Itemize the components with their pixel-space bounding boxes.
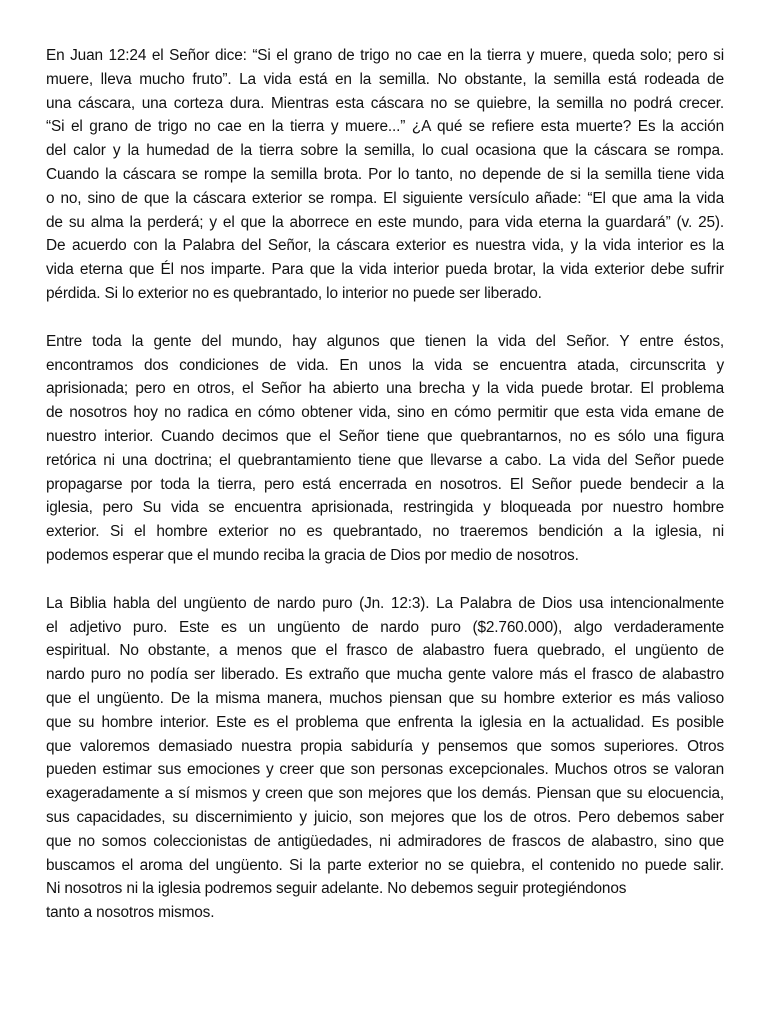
text-line: nuestro interior. Cuando decimos que el Señor tiene que quebrantarnos, no es sólo una figura [46,427,724,445]
text-line: el adjetivo puro. Este es un ungüento de nardo puro ($2.760.000), algo verdaderamente [46,618,724,636]
text-line: retórica ni una doctrina; el quebrantamiento tiene que llevarse a cabo. La vida del Señor puede [46,451,724,469]
text-line: Entre toda la gente del mundo, hay algunos que tienen la vida del Señor. Y entre éstos, [46,332,724,350]
text-line: que valoremos demasiado nuestra propia sabiduría y pensemos que somos superiores. Otros [46,737,724,755]
text-line: La Biblia habla del ungüento de nardo puro (Jn. 12:3). La Palabra de Dios usa intencionalmente [46,594,724,612]
text-line: espiritual. No obstante, a menos que el frasco de alabastro fuera quebrado, el ungüento de [46,642,724,660]
text-line: vida eterna que Él nos imparte. Para que la vida interior pueda brotar, la vida exterior debe sufrir [46,261,724,279]
text-line: que el ungüento. De la misma manera, muchos piensan que su hombre exterior es más valioso [46,689,724,707]
text-line: nardo puro no podía ser liberado. Es extraño que mucha gente valore más el frasco de alabastro [46,666,724,684]
text-line: exageradamente a sí mismos y creen que son mejores que los demás. Piensan que su elocuencia, [46,785,724,803]
text-line: muere, lleva mucho fruto”. La vida está en la semilla. No obstante, la semilla está rodeada de [46,70,724,88]
text-line: propagarse por toda la tierra, pero está encerrada en nosotros. El Señor puede bendecir a la [46,475,724,493]
text-line: exterior. Si el hombre exterior no es quebrantado, no traeremos bendición a la iglesia, ni [46,523,724,541]
text-line: sus capacidades, su discernimiento y juicio, son mejores que los de otros. Pero debemos saber [46,808,724,826]
text-line: que no somos coleccionistas de antigüedades, ni admiradores de frascos de alabastro, sino que [46,832,724,850]
text-line: Ni nosotros ni la iglesia podremos seguir adelante. No debemos seguir protegiéndonos [46,880,627,898]
text-line: pueden estimar sus emociones y creer que son personas excepcionales. Muchos otros se valoran [46,761,724,779]
text-line: “Si el grano de trigo no cae en la tierra y muere...” ¿A qué se refiere esta muerte? Es la acción [46,118,724,136]
text-line: del calor y la humedad de la tierra sobre la semilla, lo cual ocasiona que la cáscara se rompa. [46,142,724,160]
text-line: encontramos dos condiciones de vida. En unos la vida se encuentra atada, circunscrita y [46,356,724,374]
text-line: una cáscara, una corteza dura. Mientras esta cáscara no se quiebre, la semilla no podrá crecer. [46,94,724,112]
paragraph-3 [46,592,724,925]
text-line: buscamos el aroma del ungüento. Si la parte exterior no se quiebra, el contenido no puede salir. [46,856,724,874]
text-line: podemos esperar que el mundo reciba la gracia de Dios por medio de nosotros. [46,546,579,564]
text-line: aprisionada; pero en otros, el Señor ha abierto una brecha y la vida puede brotar. El problema [46,380,724,398]
text-line: de su alma la perderá; y el que la aborrece en este mundo, para vida eterna la guardará” (v. 25). [46,213,724,231]
paragraph-1 [46,44,724,306]
text-line: iglesia, pero Su vida se encuentra aprisionada, restringida y bloqueada por nuestro hombre [46,499,724,517]
document-page [46,44,724,949]
text-line: De acuerdo con la Palabra del Señor, la cáscara exterior es nuestra vida, y la vida interior es la [46,237,724,255]
text-line: o no, sino de que la cáscara exterior se rompa. El siguiente versículo añade: “El que ama la vida [46,189,724,207]
text-line: En Juan 12:24 el Señor dice: “Si el grano de trigo no cae en la tierra y muere, queda solo; pero si [46,47,724,64]
text-line: Cuando la cáscara se rompe la semilla brota. Por lo tanto, no depende de si la semilla tiene vida [46,165,724,183]
text-line: tanto a nosotros mismos. [46,904,215,922]
paragraph-2 [46,330,724,568]
text-line: que su hombre interior. Este es el problema que enfrenta la iglesia en la actualidad. Es posible [46,713,724,731]
text-line: de nosotros hoy no radica en cómo obtener vida, sino en cómo permitir que esta vida emane de [46,404,724,422]
text-line: pérdida. Si lo exterior no es quebrantado, lo interior no puede ser liberado. [46,284,542,302]
